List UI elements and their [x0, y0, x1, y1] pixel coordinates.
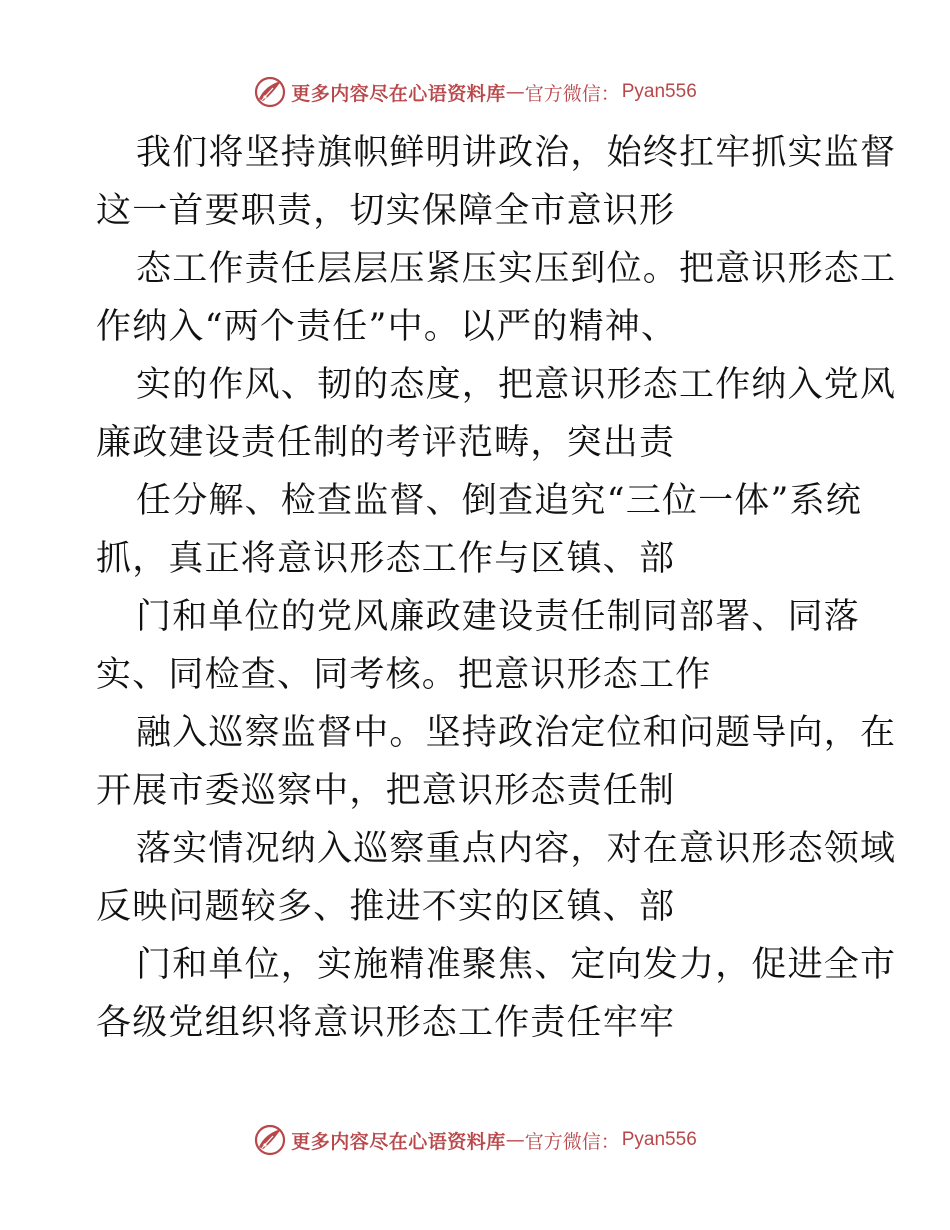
body-line: 实、同检查、同考核。把意识形态工作	[96, 655, 712, 695]
footer-separator: —	[505, 1129, 525, 1151]
body-line: 任分解、检查监督、倒查追究“三位一体”系统	[136, 481, 862, 521]
header-separator: —	[505, 81, 525, 103]
body-line: 作纳入“两个责任”中。以严的精神、	[96, 307, 678, 347]
header-banner	[0, 72, 950, 112]
body-line: 开展市委巡察中，把意识形态责任制	[96, 771, 676, 811]
body-line: 各级党组织将意识形态工作责任牢牢	[96, 1003, 676, 1043]
body-line: 反映问题较多、推进不实的区镇、部	[96, 887, 676, 927]
body-line: 抓，真正将意识形态工作与区镇、部	[96, 539, 676, 579]
body-line: 态工作责任层层压紧压实压到位。把意识形态工	[136, 249, 897, 289]
body-line: 门和单位，实施精准聚焦、定向发力，促进全市	[136, 945, 897, 985]
body-line: 融入巡察监督中。坚持政治定位和问题导向，在	[136, 713, 897, 753]
pen-logo-icon	[253, 1123, 287, 1157]
header-wechat-id: Pyan556	[621, 81, 697, 102]
body-line: 实的作风、韧的态度，把意识形态工作纳入党风	[136, 365, 897, 405]
footer-wechat-label: 官方微信：	[524, 1130, 620, 1153]
header-brand-text: 更多内容尽在心语资料库	[291, 82, 506, 105]
body-line: 这一首要职责，切实保障全市意识形	[96, 191, 676, 231]
body-line: 门和单位的党风廉政建设责任制同部署、同落	[136, 597, 861, 637]
body-line: 我们将坚持旗帜鲜明讲政治，始终扛牢抓实监督	[136, 133, 897, 173]
footer-wechat-id: Pyan556	[621, 1129, 697, 1150]
pen-logo-icon	[253, 75, 287, 109]
footer-brand-text: 更多内容尽在心语资料库	[291, 1130, 506, 1153]
footer-banner	[0, 1120, 950, 1160]
document-body	[96, 124, 897, 1052]
header-wechat-label: 官方微信：	[524, 82, 620, 105]
body-line: 廉政建设责任制的考评范畴，突出责	[96, 423, 676, 463]
body-line: 落实情况纳入巡察重点内容，对在意识形态领域	[136, 829, 897, 869]
